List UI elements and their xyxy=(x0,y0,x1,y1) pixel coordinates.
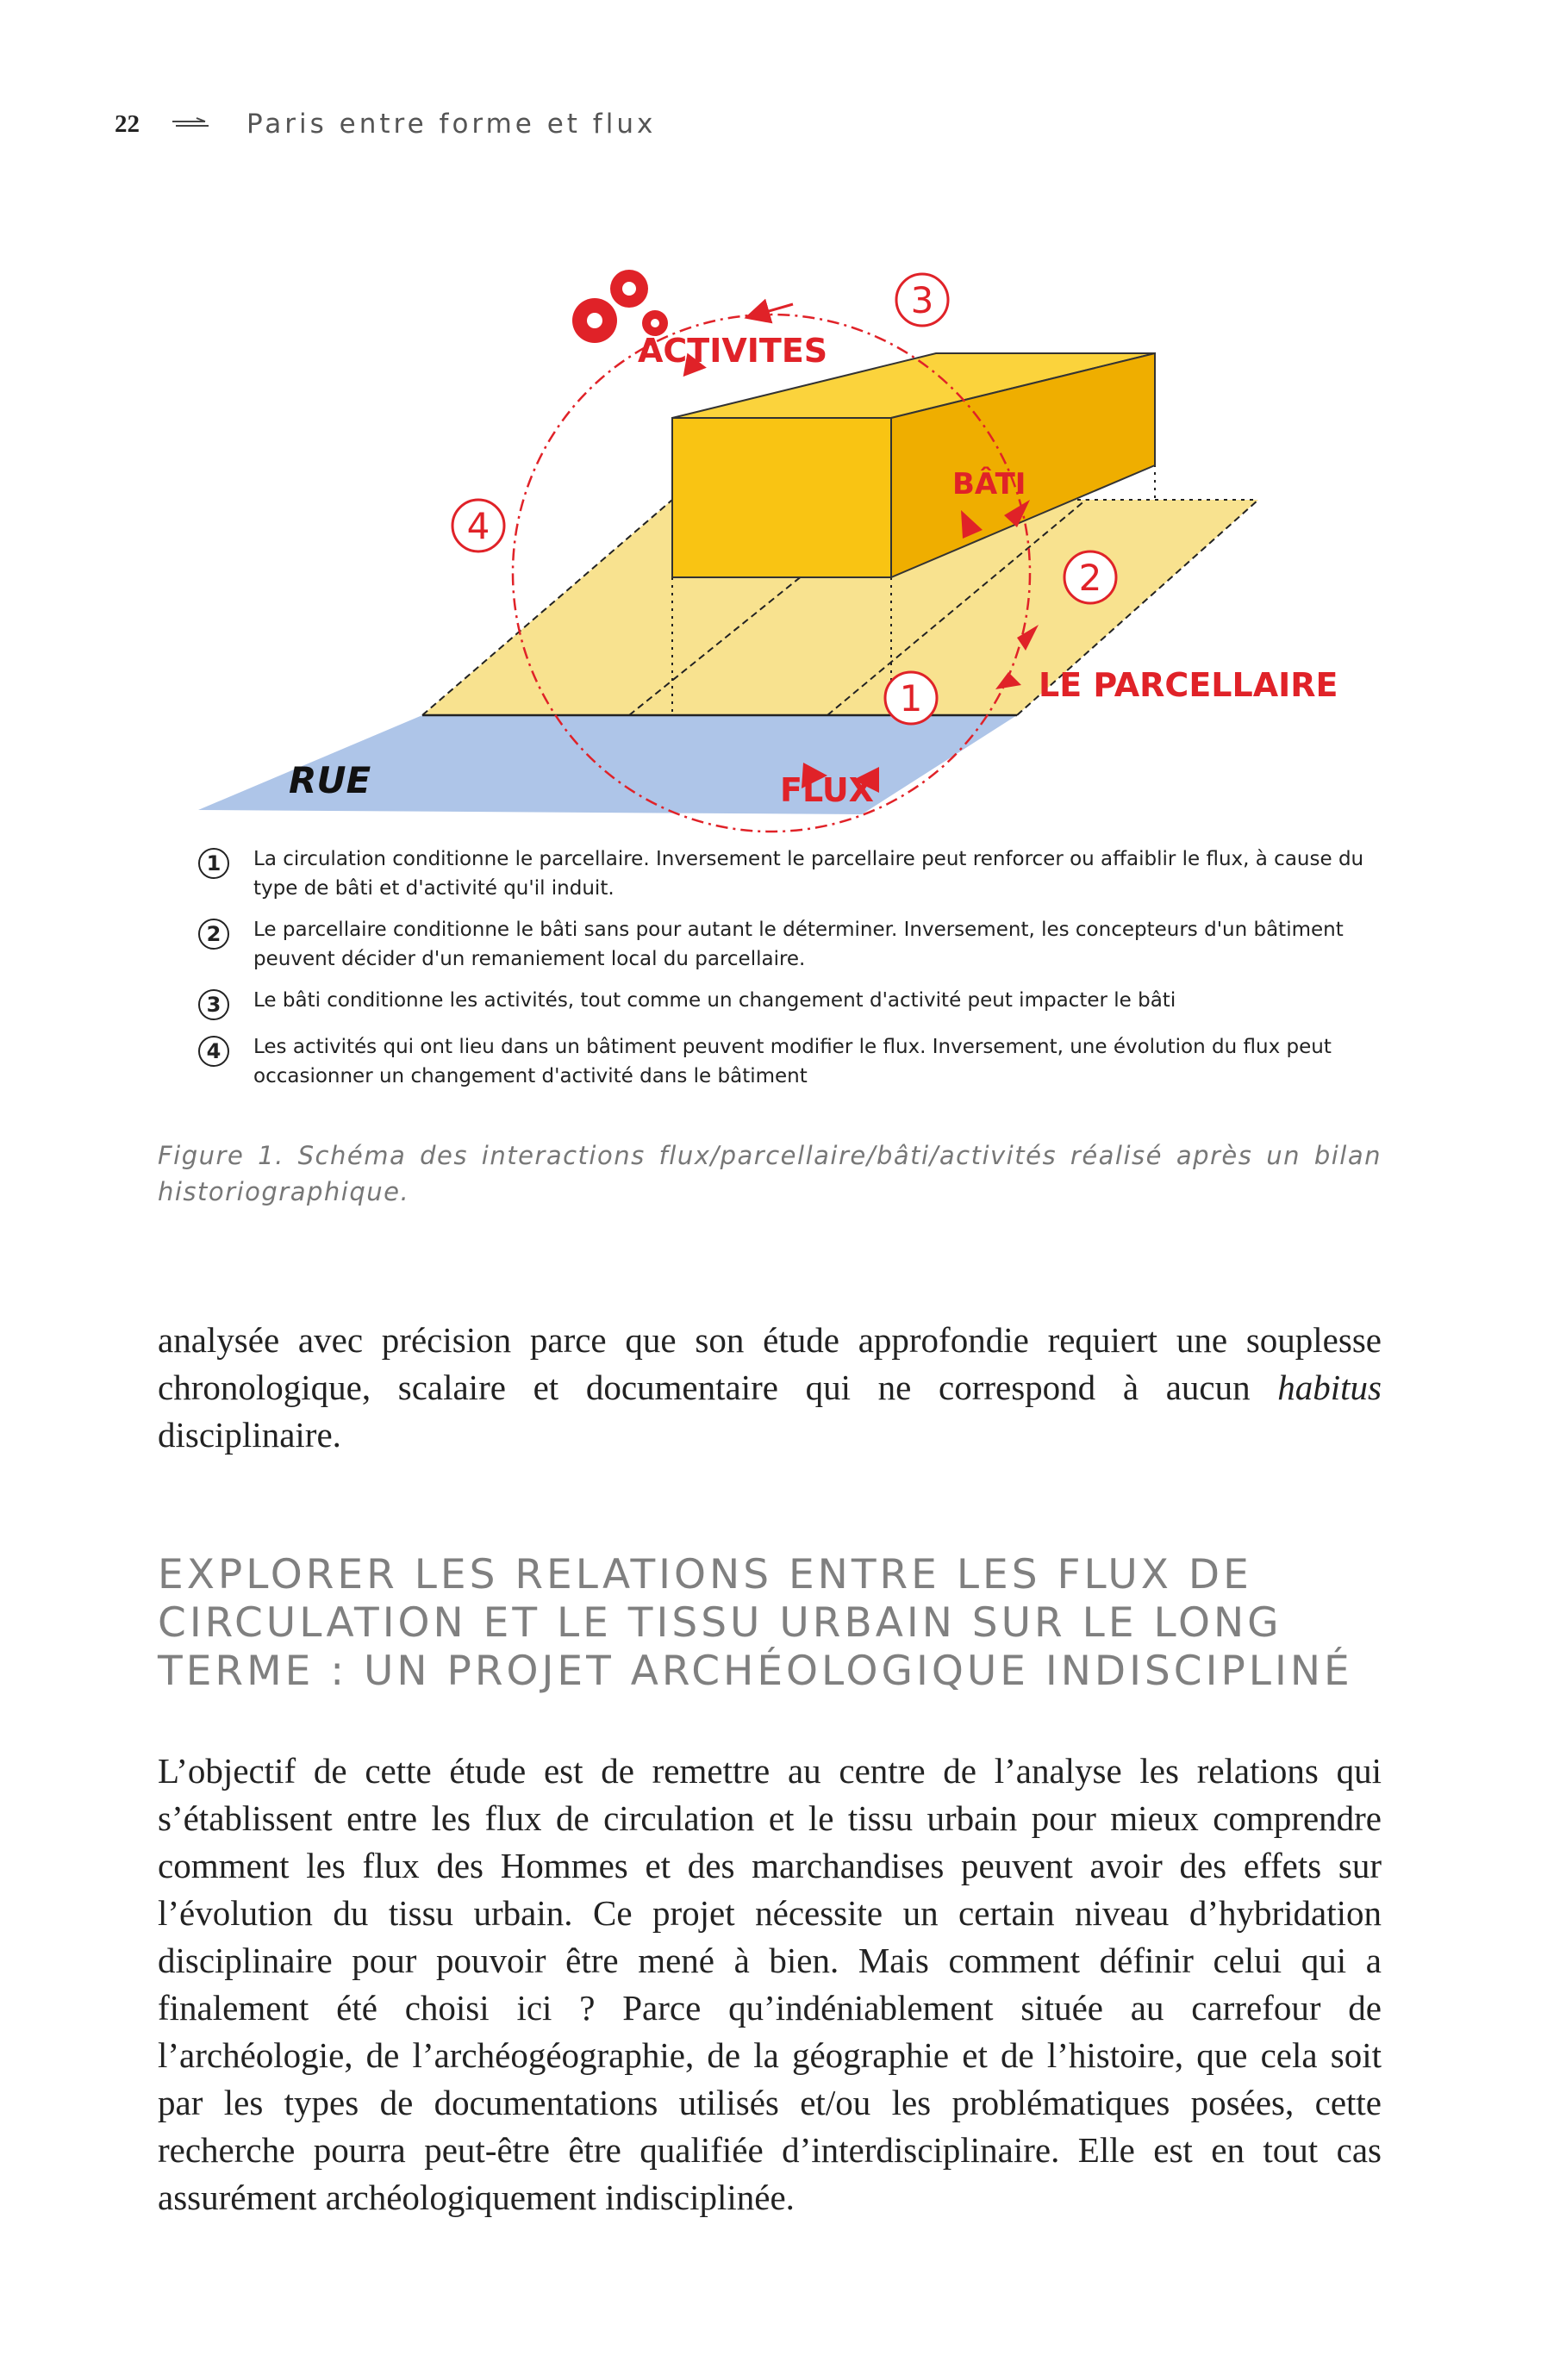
label-parcellaire: LE PARCELLAIRE xyxy=(1039,666,1338,704)
label-activites: ACTIVITES xyxy=(638,332,828,370)
legend-item xyxy=(198,844,1388,903)
page-number: 22 xyxy=(115,109,140,138)
section-heading: EXPLORER LES RELATIONS ENTRE LES FLUX DE CIRCULATION ET LE TISSU URBAIN SUR LE LONG TERME : UN PROJET ARCHÉOLOGIQUE INDISCIPLINÉ xyxy=(158,1551,1353,1695)
running-header xyxy=(115,105,656,143)
header-ornament-icon xyxy=(171,115,210,133)
building-front xyxy=(672,418,891,577)
legend-item xyxy=(198,986,1388,1020)
legend-number: 2 xyxy=(198,919,229,950)
svg-text:1: 1 xyxy=(899,677,923,720)
legend-text: La circulation conditionne le parcellaire. Inversement le parcellaire peut renforcer ou affaiblir le flux, à cause du type de bâti et d'activité qu'il induit. xyxy=(253,848,1364,900)
legend-item xyxy=(198,915,1388,974)
number-1-marker xyxy=(885,672,937,724)
running-title: Paris entre forme et flux xyxy=(246,109,657,140)
para1-text-end: disciplinaire. xyxy=(158,1415,341,1455)
legend-item xyxy=(198,1032,1388,1091)
number-4-marker xyxy=(452,500,504,551)
figure-caption: Figure 1. Schéma des interactions flux/parcellaire/bâti/activités réalisé après un bilan historiographique. xyxy=(158,1141,1382,1206)
svg-text:3: 3 xyxy=(910,279,934,321)
label-flux: FLUX xyxy=(780,771,874,809)
label-rue: RUE xyxy=(289,759,371,801)
legend-number: 1 xyxy=(198,848,229,879)
body-paragraph-2: L’objectif de cette étude est de remettre au centre de l’analyse les relations qui s’établissent entre les flux de circulation et le tissu urbain pour mieux comprendre comment les flux des Hommes et des marchandises peuvent avoir des effets sur l’évolution du tissu urbain. Ce projet nécessite un certain niveau d’hybridation disciplinaire pour pouvoir être mené à bien. Mais comment définir celui qui a finalement été choisi ici ? Parce qu’indéniablement située au carrefour de l’archéologie, de l’archéogéographie, de la géographie et de l’histoire, que cela soit par les types de documentations utilisés et/ou les problématiques posées, cette recherche pourra peut-être être qualifiée d’interdisciplinaire. Elle est en tout cas assurément archéologiquement indisciplinée. xyxy=(158,1751,1382,2217)
flux-parcellaire-diagram xyxy=(190,241,1362,844)
legend-number: 4 xyxy=(198,1036,229,1067)
legend-text: Le parcellaire conditionne le bâti sans pour autant le déterminer. Inversement, les concepteurs d'un bâtiment peuvent décider d'un remaniement local du parcellaire. xyxy=(253,919,1344,970)
para1-italic-term: habitus xyxy=(1277,1368,1382,1407)
body-paragraph-1 xyxy=(158,1317,1382,1459)
svg-text:2: 2 xyxy=(1078,557,1102,599)
para1-text-start: analysée avec précision parce que son étude approfondie requiert une souplesse chronologique, scalaire et documentaire qui ne correspond à aucun xyxy=(158,1320,1382,1407)
svg-text:4: 4 xyxy=(466,505,490,547)
label-bati: BÂTI xyxy=(952,467,1026,502)
legend-number: 3 xyxy=(198,989,229,1020)
legend-text: Le bâti conditionne les activités, tout comme un changement d'activité peut impacter le bâti xyxy=(253,989,1176,1012)
number-3-marker xyxy=(896,274,948,326)
legend-text: Les activités qui ont lieu dans un bâtiment peuvent modifier le flux. Inversement, une évolution du flux peut occasionner un changement d'activité dans le bâtiment xyxy=(253,1036,1332,1087)
figure-legend xyxy=(198,844,1388,1103)
number-2-marker xyxy=(1064,551,1116,603)
